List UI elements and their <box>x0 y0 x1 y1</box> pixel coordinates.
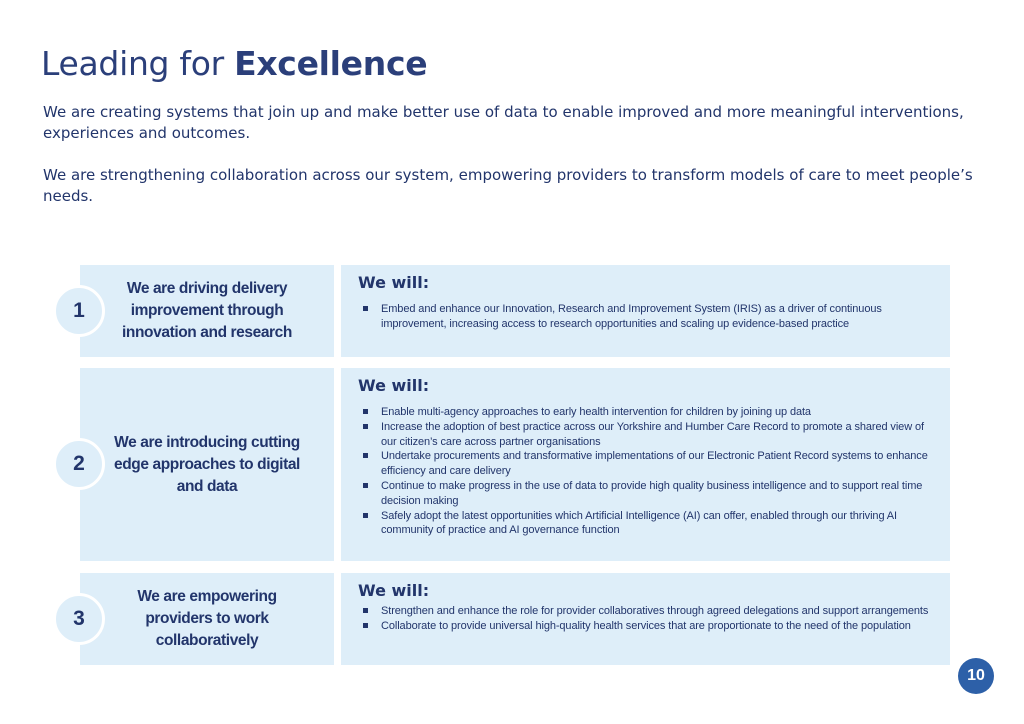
we-will-heading: We will: <box>358 376 430 395</box>
list-item: Embed and enhance our Innovation, Research and Improvement System (IRIS) as a driver of continuous improvement, increasing access to research opportunities and scaling up evidence-based practice <box>358 302 930 332</box>
commitments-list <box>358 302 930 332</box>
list-item: Safely adopt the latest opportunities which Artificial Intelligence (AI) can offer, enabled through our thriving AI community of practice and AI governance function <box>358 509 930 539</box>
commitments-list <box>358 604 930 634</box>
list-item: Increase the adoption of best practice across our Yorkshire and Humber Care Record to promote a shared view of our citizen’s care across partner organisations <box>358 420 930 450</box>
title-regular: Leading for <box>41 44 235 83</box>
list-item: Undertake procurements and transformative implementations of our Electronic Patient Record systems to enhance efficiency and care delivery <box>358 449 930 479</box>
commitments-cell <box>341 265 950 357</box>
priority-heading: We are empowering providers to work collaboratively <box>137 588 277 649</box>
commitments-cell <box>341 573 950 665</box>
priority-heading-cell <box>80 573 334 665</box>
priority-number-badge: 2 <box>53 438 105 490</box>
page-title <box>41 40 427 88</box>
priority-heading: We are driving delivery improvement through innovation and research <box>122 280 292 341</box>
we-will-heading: We will: <box>358 581 430 600</box>
list-item: Continue to make progress in the use of data to provide high quality business intelligence and to support real time decision making <box>358 479 930 509</box>
list-item: Enable multi-agency approaches to early health intervention for children by joining up data <box>358 405 930 420</box>
priority-heading-cell <box>80 265 334 357</box>
intro-paragraph-2: We are strengthening collaboration across our system, empowering providers to transform models of care to meet people’s needs. <box>43 166 973 205</box>
priority-number-badge: 1 <box>53 285 105 337</box>
priority-heading: We are introducing cutting edge approaches to digital and data <box>114 433 300 495</box>
title-bold: Excellence <box>234 44 428 83</box>
page-number-badge: 10 <box>958 658 994 694</box>
commitments-list <box>358 405 930 538</box>
intro-paragraph-1: We are creating systems that join up and make better use of data to enable improved and more meaningful interventions, experiences and outcomes. <box>43 103 964 142</box>
commitments-cell <box>341 368 950 561</box>
priority-heading-cell <box>80 368 334 561</box>
we-will-heading: We will: <box>358 273 430 292</box>
list-item: Collaborate to provide universal high-quality health services that are proportionate to the need of the population <box>358 619 930 634</box>
priority-number-badge: 3 <box>53 593 105 645</box>
list-item: Strengthen and enhance the role for provider collaboratives through agreed delegations and support arrangements <box>358 604 930 619</box>
